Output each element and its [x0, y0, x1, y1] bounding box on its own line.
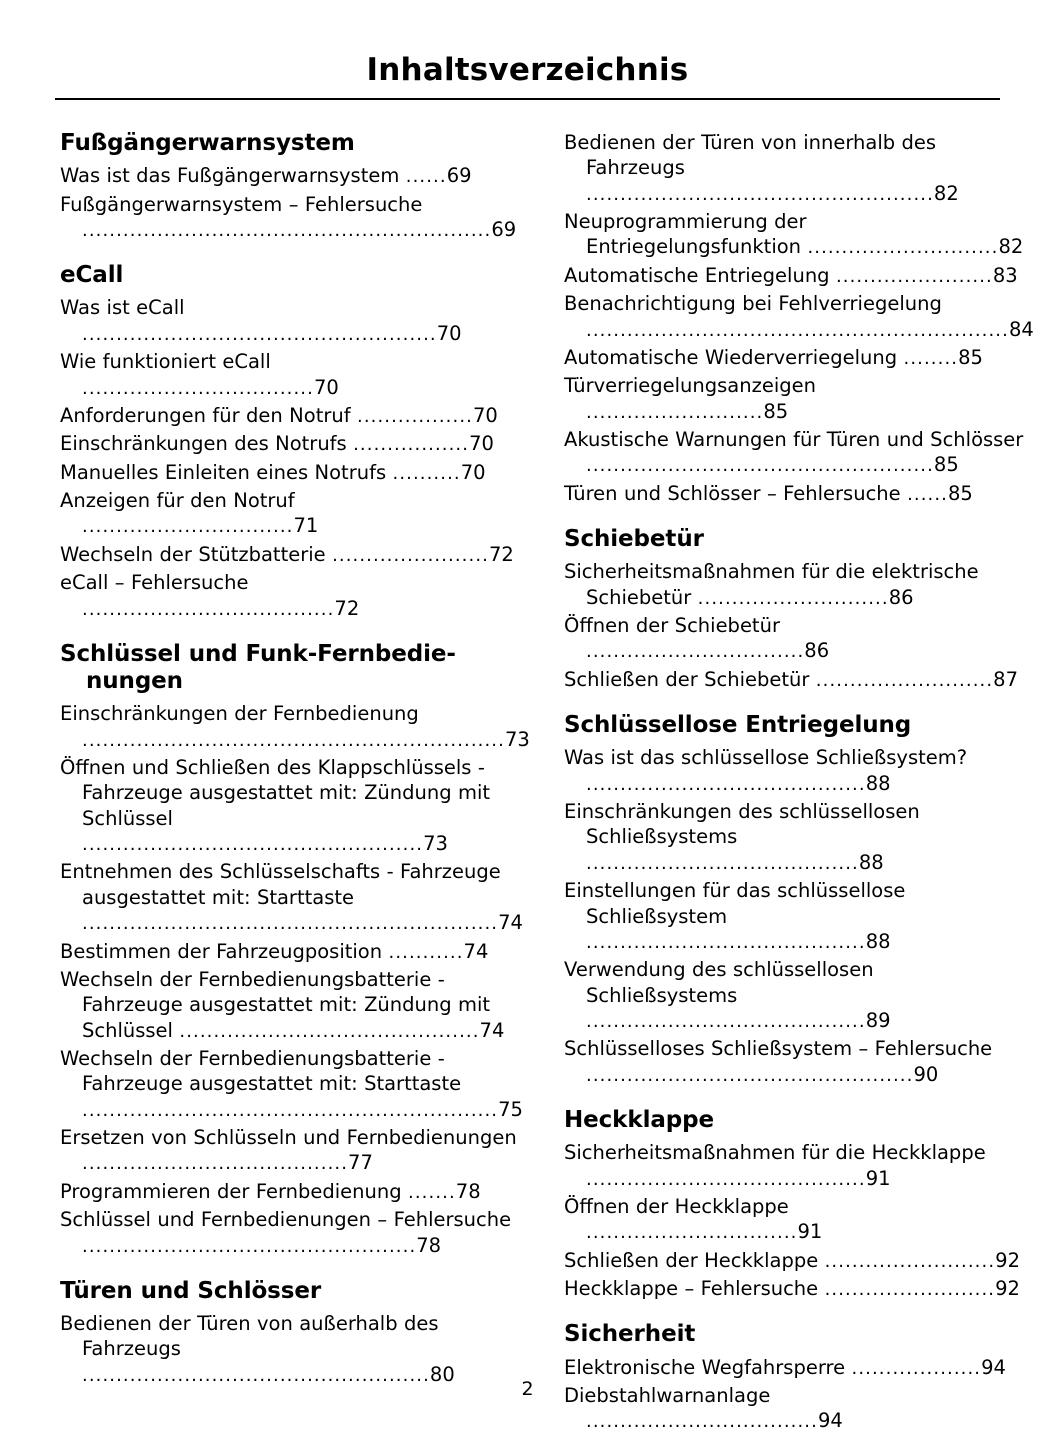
toc-entry-label: Ersetzen von Schlüsseln und Fernbedienungen	[60, 1126, 517, 1150]
toc-page-number: 92	[995, 1277, 1020, 1301]
toc-entry-label: Akustische Warnungen für Türen und Schlösser	[564, 428, 1024, 452]
toc-page-number: 74	[463, 939, 489, 963]
toc-entry-label: Bedienen der Türen von innerhalb des Fahrzeugs	[564, 131, 937, 180]
toc-section	[564, 712, 1024, 1087]
toc-leader: ................................................	[586, 1064, 914, 1086]
toc-page-number: 72	[488, 542, 514, 566]
toc-leader: ...............................	[586, 1222, 798, 1244]
toc-entry[interactable]	[564, 345, 1024, 370]
toc-entry[interactable]	[60, 488, 520, 539]
toc-entry-label: Öffnen der Schiebetür	[564, 614, 780, 638]
toc-entry-label: Wechseln der Fernbedienungsbatterie - Fahrzeuge ausgestattet mit: Starttaste	[60, 1046, 462, 1096]
toc-page-number: 90	[913, 1062, 939, 1086]
toc-leader: .........................	[824, 1279, 996, 1301]
toc-page-number: 88	[865, 929, 891, 953]
toc-page-number: 91	[797, 1220, 823, 1244]
toc-page-number: 85	[948, 481, 973, 505]
toc-leader: .......	[408, 1181, 456, 1203]
toc-entry[interactable]	[564, 1248, 1024, 1273]
toc-page-number: 72	[334, 596, 360, 620]
toc-section	[60, 130, 520, 242]
toc-entry-label: Einschränkungen des Notrufs	[60, 432, 354, 456]
toc-entry-label: Wie funktioniert eCall	[60, 350, 271, 374]
section-heading: Schlüssellose Entriegelung	[564, 712, 912, 739]
toc-leader: .........................................	[586, 773, 866, 795]
toc-entry-label: Schlüsselloses Schließsystem – Fehlersuche	[564, 1037, 993, 1061]
toc-entry-label: Einstellungen für das schlüssellose Schließsystem	[564, 879, 906, 928]
toc-leader: ............................	[697, 587, 889, 609]
toc-entry[interactable]	[564, 1194, 1024, 1245]
toc-section	[60, 262, 520, 621]
toc-leader: ...................................................	[586, 183, 934, 205]
toc-leader: ..........................	[815, 669, 994, 691]
toc-entry-label: Automatische Wiederverriegelung	[564, 345, 904, 369]
toc-entry-label: Einschränkungen des schlüssellosen Schließsystems	[564, 800, 920, 849]
toc-entry[interactable]	[564, 957, 1024, 1033]
section-heading: Türen und Schlösser	[60, 1277, 322, 1304]
toc-entry[interactable]	[564, 373, 1024, 424]
footer-page-number: 2	[521, 1378, 534, 1400]
toc-entry[interactable]	[60, 542, 520, 567]
toc-page-number: 91	[865, 1166, 891, 1190]
section-heading: Heckklappe	[564, 1107, 715, 1134]
toc-leader: ..............................................................	[82, 729, 505, 751]
toc-leader: ..................................	[82, 377, 314, 399]
toc-entry-label: Bedienen der Türen von außerhalb des Fahrzeugs	[60, 1312, 439, 1361]
toc-entry-label: Neuprogrammierung der Entriegelungsfunktion	[564, 210, 808, 259]
toc-page-number: 85	[933, 453, 959, 477]
toc-page-number: 85	[763, 399, 789, 423]
toc-page-number: 87	[993, 667, 1018, 691]
toc-leader: ......	[907, 483, 948, 505]
toc-page-number: 70	[472, 403, 498, 427]
section-heading: Sicherheit	[564, 1321, 696, 1348]
toc-entry-label: Was ist eCall	[60, 296, 185, 320]
toc-entry-label: Diebstahlwarnanlage	[564, 1383, 771, 1407]
toc-entry[interactable]	[60, 1311, 520, 1387]
toc-leader: .........................................	[586, 1010, 866, 1032]
toc-leader: .....................................	[82, 598, 335, 620]
toc-leader: ............................................................	[82, 219, 492, 241]
toc-entry-label: Wechseln der Stützbatterie	[60, 542, 333, 566]
toc-leader: .........................................	[586, 1168, 866, 1190]
toc-entry-label: Türen und Schlösser – Fehlersuche	[564, 481, 908, 505]
section-heading: Schiebetür	[564, 526, 704, 553]
toc-entry[interactable]	[60, 570, 520, 621]
toc-leader: .......................................	[82, 1153, 349, 1175]
toc-page-number: 70	[469, 432, 494, 456]
toc-right-column	[564, 130, 1034, 1437]
toc-entry[interactable]	[60, 967, 520, 1043]
toc-entry-label: Elektronische Wegfahrsperre	[564, 1355, 852, 1379]
toc-entry-label: Sicherheitsmaßnahmen für die elektrische Schiebetür	[564, 560, 979, 609]
toc-entry-label: Heckklappe – Fehlersuche	[564, 1277, 825, 1301]
page-title: Inhaltsverzeichnis	[366, 52, 689, 88]
toc-entry-label: Öffnen und Schließen des Klappschlüssels - Fahrzeuge ausgestattet mit: Zündung mit Schlüssel	[60, 755, 491, 830]
toc-leader: ..........	[392, 462, 461, 484]
toc-entry-label: Sicherheitsmaßnahmen für die Heckklappe	[564, 1141, 986, 1165]
toc-leader: ........	[903, 347, 959, 369]
toc-page-number: 73	[504, 727, 530, 751]
toc-entry-label: Anforderungen für den Notruf	[60, 403, 357, 427]
toc-entry[interactable]	[564, 1036, 1024, 1087]
toc-entry-label: Schließen der Schiebetür	[564, 667, 816, 691]
toc-entry[interactable]	[60, 1207, 520, 1258]
toc-leader: ........................................	[586, 852, 859, 874]
toc-entry[interactable]	[564, 263, 1024, 288]
toc-entry[interactable]	[60, 431, 520, 456]
toc-entry[interactable]	[564, 613, 1024, 664]
toc-entry[interactable]	[564, 1355, 1024, 1380]
toc-leader: ...........	[388, 941, 464, 963]
toc-page-number: 80	[429, 1362, 455, 1386]
section-heading: Fußgängerwarnsystem	[60, 130, 355, 156]
toc-entry[interactable]	[60, 349, 520, 400]
toc-page-number: 92	[995, 1248, 1020, 1272]
toc-page-number: 74	[498, 911, 523, 935]
toc-entry-label: Automatische Entriegelung	[564, 263, 836, 287]
toc-leader: ..............................................................	[586, 319, 1009, 341]
toc-entry[interactable]	[60, 460, 520, 485]
toc-entry[interactable]	[564, 209, 1024, 260]
toc-page-number: 70	[460, 460, 486, 484]
title-divider	[55, 98, 1000, 100]
toc-entry[interactable]	[564, 667, 1024, 692]
toc-entry[interactable]	[564, 481, 1024, 506]
toc-leader: ..................................................	[82, 833, 424, 855]
toc-section-continued	[564, 130, 1034, 506]
toc-leader: ............................	[807, 237, 999, 259]
toc-entry[interactable]	[564, 745, 1024, 796]
toc-entry[interactable]	[564, 1276, 1024, 1301]
toc-leader: ............................................	[179, 1020, 480, 1042]
section-heading-line2: nungen	[86, 668, 183, 695]
toc-entry-label: Fußgängerwarnsystem – Fehlersuche	[60, 192, 423, 216]
toc-entry[interactable]	[564, 1140, 1024, 1191]
toc-columns	[60, 130, 1034, 1437]
toc-leader: .............................................................	[82, 1099, 499, 1121]
toc-entry[interactable]	[564, 130, 1024, 206]
toc-entry[interactable]	[564, 291, 1034, 342]
toc-entry[interactable]	[60, 403, 520, 428]
toc-entry[interactable]	[60, 859, 523, 935]
toc-entry[interactable]	[60, 192, 520, 243]
toc-left-column	[60, 130, 530, 1390]
toc-page-number: 78	[455, 1179, 481, 1203]
toc-leader: ..........................	[586, 401, 764, 423]
toc-leader: .............................................................	[82, 913, 499, 935]
toc-page-number: 94	[981, 1355, 1006, 1379]
toc-page-number: 94	[817, 1409, 843, 1433]
toc-leader: ...................................................	[82, 1364, 430, 1386]
toc-page-number: 89	[865, 1008, 891, 1032]
toc-leader: .........................................	[586, 931, 866, 953]
toc-entry-label: Benachrichtigung bei Fehlverriegelung	[564, 292, 942, 316]
toc-entry[interactable]	[564, 427, 1024, 478]
toc-page-number: 82	[933, 181, 959, 205]
toc-page-number: 75	[498, 1097, 523, 1121]
toc-page-number: 86	[888, 585, 914, 609]
toc-leader: .......................	[835, 265, 993, 287]
toc-entry-label: Was ist das schlüssellose Schließsystem?	[564, 746, 968, 770]
toc-leader: ..................................	[586, 1411, 818, 1433]
toc-entry[interactable]	[60, 163, 520, 188]
toc-entry[interactable]	[60, 755, 520, 856]
toc-page-number: 69	[491, 217, 517, 241]
toc-page-number: 70	[436, 321, 462, 345]
toc-entry-label: Verwendung des schlüssellosen Schließsystems	[564, 958, 874, 1007]
toc-page-number: 82	[998, 235, 1024, 259]
toc-entry-label: Öffnen der Heckklappe	[564, 1194, 789, 1218]
toc-leader: ...............................	[82, 516, 294, 538]
toc-leader: .......................	[332, 544, 489, 566]
toc-leader: ...................	[851, 1357, 982, 1379]
toc-leader: ...................................................	[586, 455, 934, 477]
toc-entry[interactable]	[564, 799, 1024, 875]
toc-section	[60, 1278, 520, 1387]
section-heading-line1: Schlüssel und Funk-Fernbedie-	[60, 640, 456, 667]
toc-entry-label: Entnehmen des Schlüsselschafts - Fahrzeuge ausgestattet mit: Starttaste	[60, 860, 501, 909]
toc-entry-label: Einschränkungen der Fernbedienung	[60, 702, 419, 726]
toc-page-number: 77	[348, 1151, 373, 1175]
toc-leader: ......	[405, 166, 447, 188]
toc-page-number: 88	[858, 850, 884, 874]
toc-leader: .................	[357, 405, 473, 427]
toc-leader: ................................	[586, 641, 805, 663]
toc-section	[564, 526, 1024, 692]
toc-leader: .........................	[824, 1250, 996, 1272]
toc-entry-label: Bestimmen der Fahrzeugposition	[60, 939, 389, 963]
toc-leader: ....................................................	[82, 323, 437, 345]
toc-page-number: 83	[992, 263, 1018, 287]
toc-page-number: 71	[293, 514, 319, 538]
toc-page-number: 74	[479, 1018, 505, 1042]
toc-page-number: 85	[958, 345, 983, 369]
toc-page-number: 78	[416, 1233, 442, 1257]
toc-page-number: 86	[804, 639, 830, 663]
toc-entry-label: Türverriegelungsanzeigen	[564, 374, 816, 398]
toc-section	[564, 1107, 1024, 1301]
toc-entry[interactable]	[60, 1046, 523, 1122]
toc-entry[interactable]	[564, 878, 1024, 954]
section-heading	[60, 641, 520, 695]
toc-section	[60, 640, 530, 1258]
toc-entry-label: Schlüssel und Fernbedienungen – Fehlersuche	[60, 1208, 512, 1232]
toc-entry-label: Schließen der Heckklappe	[564, 1248, 825, 1272]
toc-entry[interactable]	[60, 701, 530, 752]
toc-entry[interactable]	[60, 939, 520, 964]
toc-entry-label: Wechseln der Fernbedienungsbatterie - Fahrzeuge ausgestattet mit: Zündung mit Schlüssel	[60, 967, 491, 1042]
toc-entry[interactable]	[60, 1179, 520, 1204]
toc-entry[interactable]	[60, 1125, 520, 1176]
toc-page-number: 70	[313, 375, 339, 399]
toc-leader: .................	[353, 434, 470, 456]
toc-page-number: 88	[865, 771, 891, 795]
toc-entry[interactable]	[60, 295, 520, 346]
toc-entry-label: Manuelles Einleiten eines Notrufs	[60, 460, 393, 484]
toc-entry-label: Programmieren der Fernbedienung	[60, 1179, 409, 1203]
toc-entry-label: eCall – Fehlersuche	[60, 571, 249, 595]
toc-page-number: 69	[446, 164, 472, 188]
section-heading: eCall	[60, 262, 124, 289]
toc-page-number: 84	[1008, 317, 1034, 341]
toc-page-number: 73	[423, 831, 448, 855]
toc-entry-label: Anzeigen für den Notruf	[60, 489, 295, 513]
toc-leader: .................................................	[82, 1235, 417, 1257]
toc-entry-label: Was ist das Fußgängerwarnsystem	[60, 164, 406, 188]
toc-entry[interactable]	[564, 559, 1024, 610]
